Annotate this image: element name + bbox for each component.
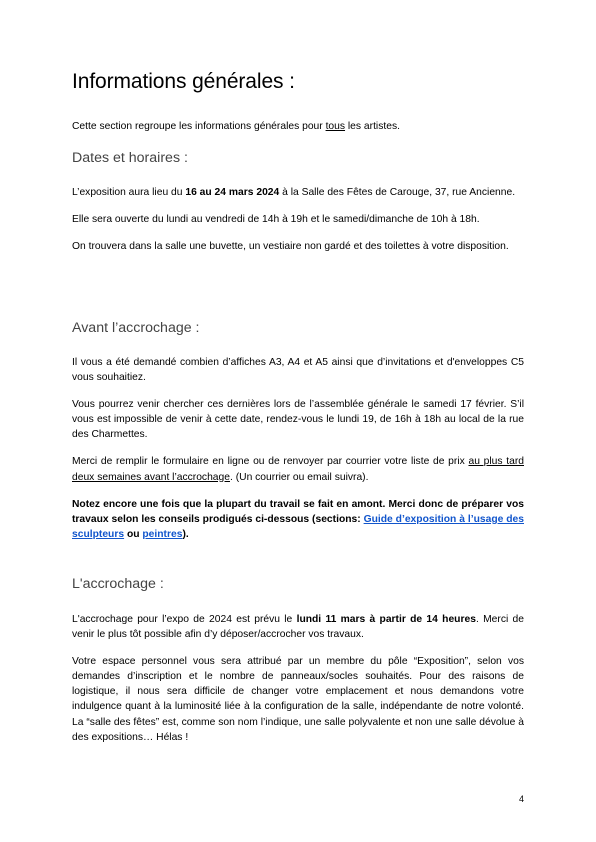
- accrochage-paragraph-1: L'accrochage pour l’expo de 2024 est prévu le lundi 11 mars à partir de 14 heures. Merci de venir le plus tôt possible afin d’y déposer/accrocher vos travaux.: [72, 614, 524, 641]
- section-accrochage-body: [72, 612, 524, 757]
- section-dates-body: [72, 185, 524, 266]
- link-peintres[interactable]: peintres: [142, 528, 183, 540]
- section-heading-dates: Dates et horaires :: [72, 150, 188, 166]
- section-heading-avant: Avant l’accrochage :: [72, 320, 200, 336]
- deadline-underlined: au plus tard deux semaines avant l’accrochage: [72, 456, 524, 483]
- dates-paragraph-1: L’exposition aura lieu du 16 au 24 mars 2024 à la Salle des Fêtes de Carouge, 37, rue Ancienne.: [72, 187, 516, 198]
- intro-paragraph: Cette section regroupe les informations générales pour tous les artistes.: [72, 121, 400, 132]
- avant-paragraph-3: Merci de remplir le formulaire en ligne ou de renvoyer par courrier votre liste de prix au plus tard deux semaines avant l’accrochage. (Un courrier ou email suivra).: [72, 456, 524, 483]
- avant-paragraph-2: Vous pourrez venir chercher ces dernières lors de l’assemblée générale le samedi 17 février. S’il vous est impossible de venir à cette date, rendez-vous le lundi 19, de 16h à 18h au local de la rue des Charmettes.: [72, 399, 524, 441]
- page-number: 4: [518, 794, 524, 804]
- avant-paragraph-4: Notez encore une fois que la plupart du travail se fait en amont. Merci donc de préparer vos travaux selon les conseils prodigués ci-dessous (sections: Guide d’exposition à l’usage des sculpteurs ou peintres).: [72, 498, 524, 540]
- page-title: Informations générales :: [72, 70, 295, 93]
- dates-paragraph-2: Elle sera ouverte du lundi au vendredi de 14h à 19h et le samedi/dimanche de 10h à 18h.: [72, 214, 480, 226]
- dates-paragraph-3: On trouvera dans la salle une buvette, un vestiaire non gardé et des toilettes à votre disposition.: [72, 241, 509, 253]
- section-avant-body: [72, 355, 524, 554]
- underlined-word: tous: [325, 121, 346, 132]
- link-guide-sculpteurs[interactable]: Guide d’exposition à l’usage des sculpteurs: [72, 513, 524, 540]
- section-heading-accrochage: L'accrochage :: [72, 576, 164, 592]
- accrochage-paragraph-2: Votre espace personnel vous sera attribué par un membre du pôle “Exposition”, selon vos demandes d’inscription et le nombre de panneaux/socles souhaités. Pour des raisons de logistique, il nous sera difficile de changer votre emplacement et nous demandons votre indulgence quant à la luminosité liée à la configuration de la salle, indépendante de notre volonté. La “salle des fêtes” est, comme son nom l’indique, une salle polyvalente et non une salle dévolue à des expositions… Hélas !: [72, 656, 524, 743]
- avant-paragraph-1: Il vous a été demandé combien d’affiches A3, A4 et A5 ainsi que d’invitations et d'enveloppes C5 vous souhaitiez.: [72, 357, 524, 384]
